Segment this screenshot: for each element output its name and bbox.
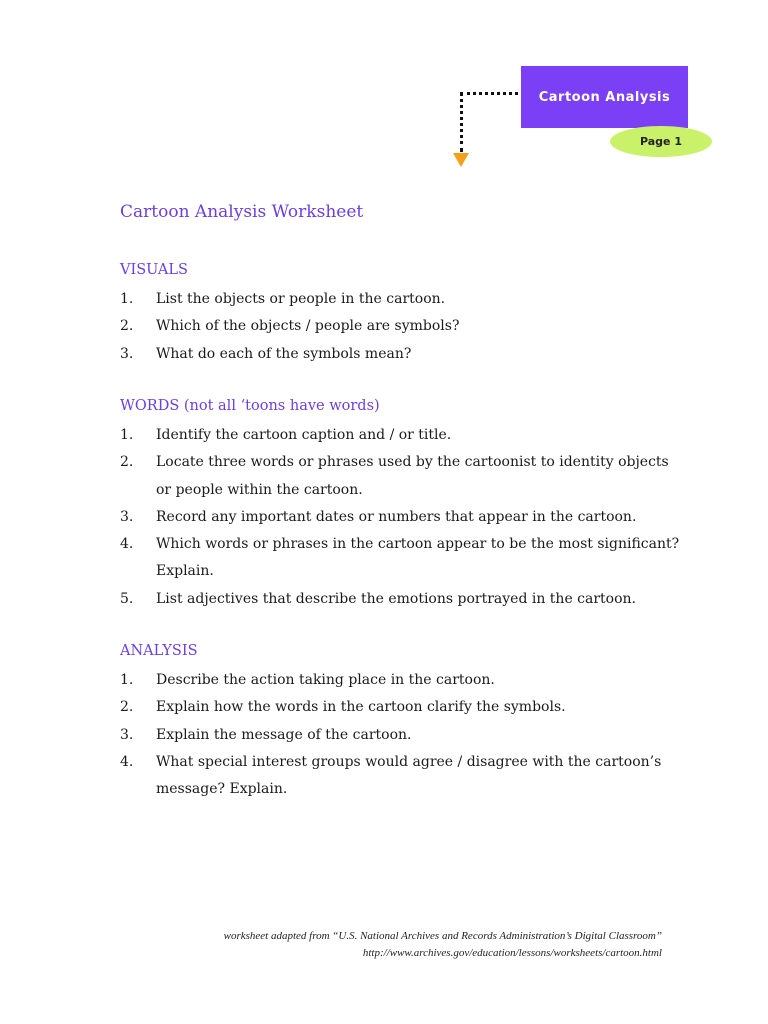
item-text: List the objects or people in the cartoon. bbox=[156, 291, 446, 307]
item-number: 3. bbox=[120, 726, 134, 743]
footer-url: http://www.archives.gov/education/lessons/worksheets/cartoon.html bbox=[362, 947, 662, 959]
footer-citation bbox=[224, 928, 662, 962]
section-visuals bbox=[120, 260, 680, 368]
list-item bbox=[120, 667, 680, 694]
list-item bbox=[120, 694, 680, 721]
numbered-list bbox=[120, 286, 680, 368]
item-number: 2. bbox=[120, 318, 134, 335]
item-number: 1. bbox=[120, 291, 134, 307]
document-title: Cartoon Analysis Worksheet bbox=[120, 202, 364, 222]
list-item bbox=[120, 341, 680, 368]
item-number: 3. bbox=[120, 508, 134, 525]
numbered-list bbox=[120, 667, 680, 803]
arrow-down-icon bbox=[453, 153, 469, 167]
item-text: Explain how the words in the cartoon clarify the symbols. bbox=[156, 699, 566, 716]
footer-source-line: worksheet adapted from “U.S. National Archives and Records Administration’s Digital Classroom” bbox=[223, 930, 662, 942]
item-text: Which of the objects / people are symbols? bbox=[156, 318, 460, 335]
item-number: 1. bbox=[120, 427, 134, 443]
list-item bbox=[120, 504, 680, 531]
section-analysis bbox=[120, 641, 680, 803]
list-item bbox=[120, 313, 680, 340]
section-heading: VISUALS bbox=[120, 262, 188, 278]
item-text: List adjectives that describe the emotions portrayed in the cartoon. bbox=[156, 590, 637, 607]
list-item bbox=[120, 586, 680, 613]
item-text: Explain the message of the cartoon. bbox=[156, 726, 412, 743]
item-number: 3. bbox=[120, 345, 134, 362]
item-text: What special interest groups would agree / disagree with the cartoon’s message? Explain. bbox=[156, 753, 662, 798]
list-item bbox=[120, 449, 680, 504]
page-number-label: Page 1 bbox=[639, 135, 682, 148]
section-heading: WORDS (not all ‘toons have words) bbox=[120, 398, 380, 414]
dotted-connector-horizontal bbox=[460, 92, 518, 95]
item-number: 2. bbox=[120, 454, 134, 471]
item-text: Describe the action taking place in the cartoon. bbox=[156, 672, 495, 688]
page-number-badge bbox=[610, 126, 712, 157]
item-text: What do each of the symbols mean? bbox=[156, 345, 412, 362]
item-number: 4. bbox=[120, 536, 134, 553]
item-text: Record any important dates or numbers that appear in the cartoon. bbox=[156, 508, 637, 525]
section-words bbox=[120, 396, 680, 613]
header-title-label: Cartoon Analysis bbox=[538, 89, 671, 105]
header-title-box bbox=[521, 66, 688, 128]
list-item bbox=[120, 286, 680, 313]
list-item bbox=[120, 531, 680, 586]
item-text: Which words or phrases in the cartoon appear to be the most significant? Explain. bbox=[156, 536, 680, 580]
item-number: 2. bbox=[120, 699, 134, 716]
item-number: 5. bbox=[120, 590, 134, 607]
item-text: Locate three words or phrases used by the cartoonist to identity objects or people within the cartoon. bbox=[156, 454, 669, 498]
list-item bbox=[120, 722, 680, 749]
dotted-connector-vertical bbox=[460, 92, 463, 152]
item-number: 4. bbox=[120, 753, 134, 770]
list-item bbox=[120, 749, 680, 804]
list-item bbox=[120, 422, 680, 449]
item-number: 1. bbox=[120, 672, 134, 688]
section-heading: ANALYSIS bbox=[120, 643, 198, 659]
numbered-list bbox=[120, 422, 680, 613]
item-text: Identify the cartoon caption and / or title. bbox=[156, 427, 452, 443]
